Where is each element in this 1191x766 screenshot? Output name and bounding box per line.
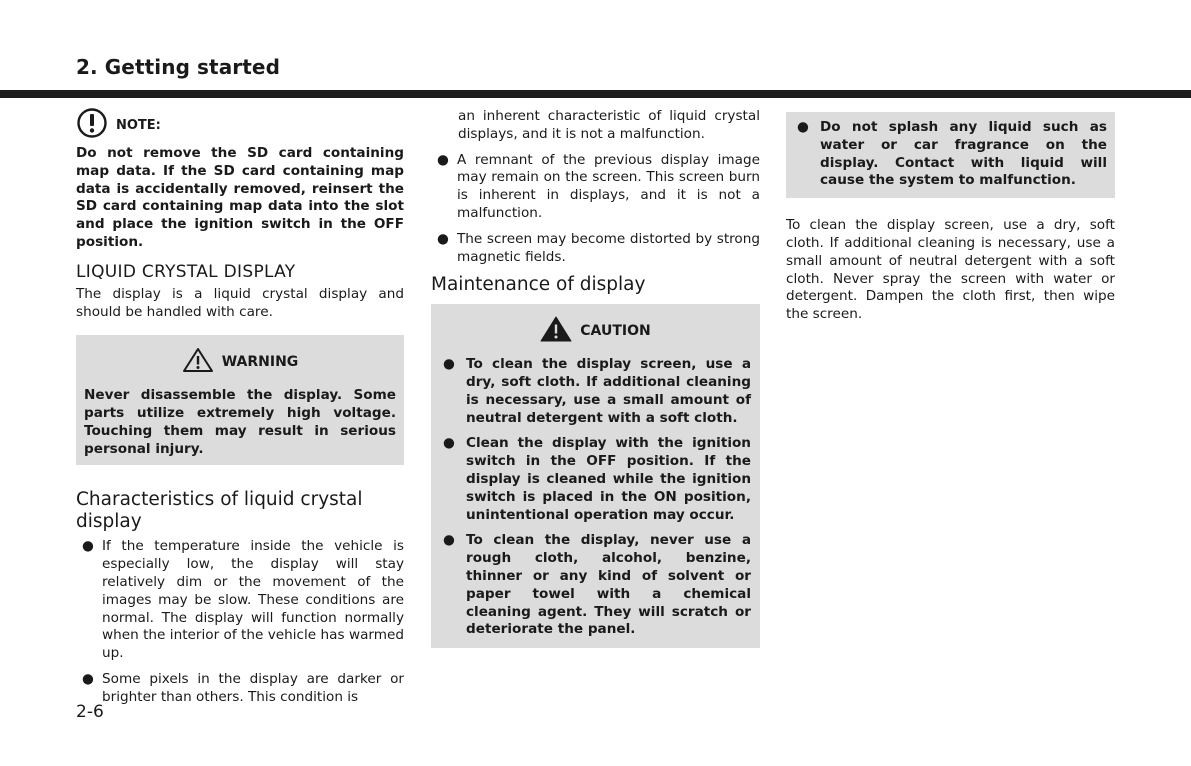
- bullet-icon: ●: [443, 435, 455, 452]
- list-item-text: Do not splash any liquid such as water or car fragrance on the display. Contact with liquid will cause the system to malfunction.: [820, 119, 1107, 189]
- warning-header: [84, 347, 396, 379]
- warning-triangle-outline-icon: [182, 347, 214, 379]
- column-3: [786, 108, 1115, 324]
- list-item-text: Clean the display with the ignition switch in the OFF position. If the display is cleaned while the ignition switch is placed in the ON position, unintentional operation may occur.: [466, 435, 751, 523]
- column-1: [76, 108, 404, 715]
- list-item-text: To clean the display screen, use a dry, soft cloth. If additional cleaning is necessary, use a small amount of neutral detergent with a soft cloth.: [466, 356, 751, 426]
- header-divider: [0, 90, 1191, 98]
- list-item: [431, 231, 760, 267]
- list-item-text: A remnant of the previous display image may remain on the screen. This screen burn is inherent in displays, and it is not a malfunction.: [457, 151, 760, 221]
- list-item: [440, 532, 751, 639]
- list-item: [440, 435, 751, 524]
- caution-box: [431, 304, 760, 648]
- page-title: 2. Getting started: [76, 55, 281, 79]
- list-item-text: Some pixels in the display are darker or brighter than others. This condition is: [102, 670, 404, 705]
- bullet-icon: ●: [797, 119, 809, 135]
- list-item: [794, 119, 1107, 190]
- continuation-text: an inherent characteristic of liquid crystal displays, and it is not a malfunction.: [458, 108, 760, 142]
- list-item-text: To clean the display, never use a rough cloth, alcohol, benzine, thinner or any kind of solvent or paper towel with a chemical cleaning agent. They will scratch or deteriorate the panel.: [466, 532, 751, 638]
- warning-box: [76, 335, 404, 465]
- lcd-heading: LIQUID CRYSTAL DISPLAY: [76, 261, 296, 282]
- bullet-icon: ●: [443, 356, 455, 373]
- warning-label: WARNING: [221, 354, 299, 371]
- characteristics-heading: Characteristics of liquid crystal display: [76, 489, 363, 533]
- list-item: [440, 356, 751, 427]
- list-item-text: If the temperature inside the vehicle is especially low, the display will stay relatively dim or the movement of the images may be slow. These conditions are normal. The display will function normally when the interior of the vehicle has warmed up.: [102, 538, 404, 662]
- warning-triangle-filled-icon: [540, 316, 572, 348]
- exclamation-circle-icon: [76, 107, 108, 145]
- bullet-icon: ●: [437, 151, 449, 168]
- caution-box-continued: [786, 112, 1115, 198]
- page-number: 2-6: [76, 702, 104, 722]
- column-2: [431, 108, 760, 648]
- lcd-intro: The display is a liquid crystal display and should be handled with care.: [76, 285, 404, 320]
- caution-label: CAUTION: [580, 323, 651, 340]
- note-label: NOTE:: [116, 118, 161, 134]
- list-item: [76, 671, 404, 707]
- bullet-icon: ●: [437, 230, 449, 247]
- cleaning-text: To clean the display screen, use a dry, soft cloth. If additional cleaning is necessary, use a small amount of neutral detergent with a soft cloth. Never spray the screen with water or detergent. Dampen the cloth first, then wipe the screen.: [786, 217, 1115, 323]
- bullet-icon: ●: [443, 532, 455, 549]
- list-item: [76, 538, 404, 663]
- maintenance-heading: Maintenance of display: [431, 274, 646, 296]
- warning-text: Never disassemble the display. Some parts utilize extremely high voltage. Touching them may result in serious personal injury.: [84, 387, 396, 457]
- note-text: Do not remove the SD card containing map data. If the SD card containing map data is accidentally removed, reinsert the SD card containing map data into the slot and place the ignition switch in the OFF position.: [76, 145, 404, 250]
- list-item: [431, 152, 760, 223]
- list-item-text: The screen may become distorted by strong magnetic fields.: [457, 230, 760, 265]
- note-header: [76, 110, 404, 142]
- bullet-icon: ●: [82, 670, 94, 687]
- bullet-icon: ●: [82, 538, 94, 555]
- caution-header: [440, 316, 751, 348]
